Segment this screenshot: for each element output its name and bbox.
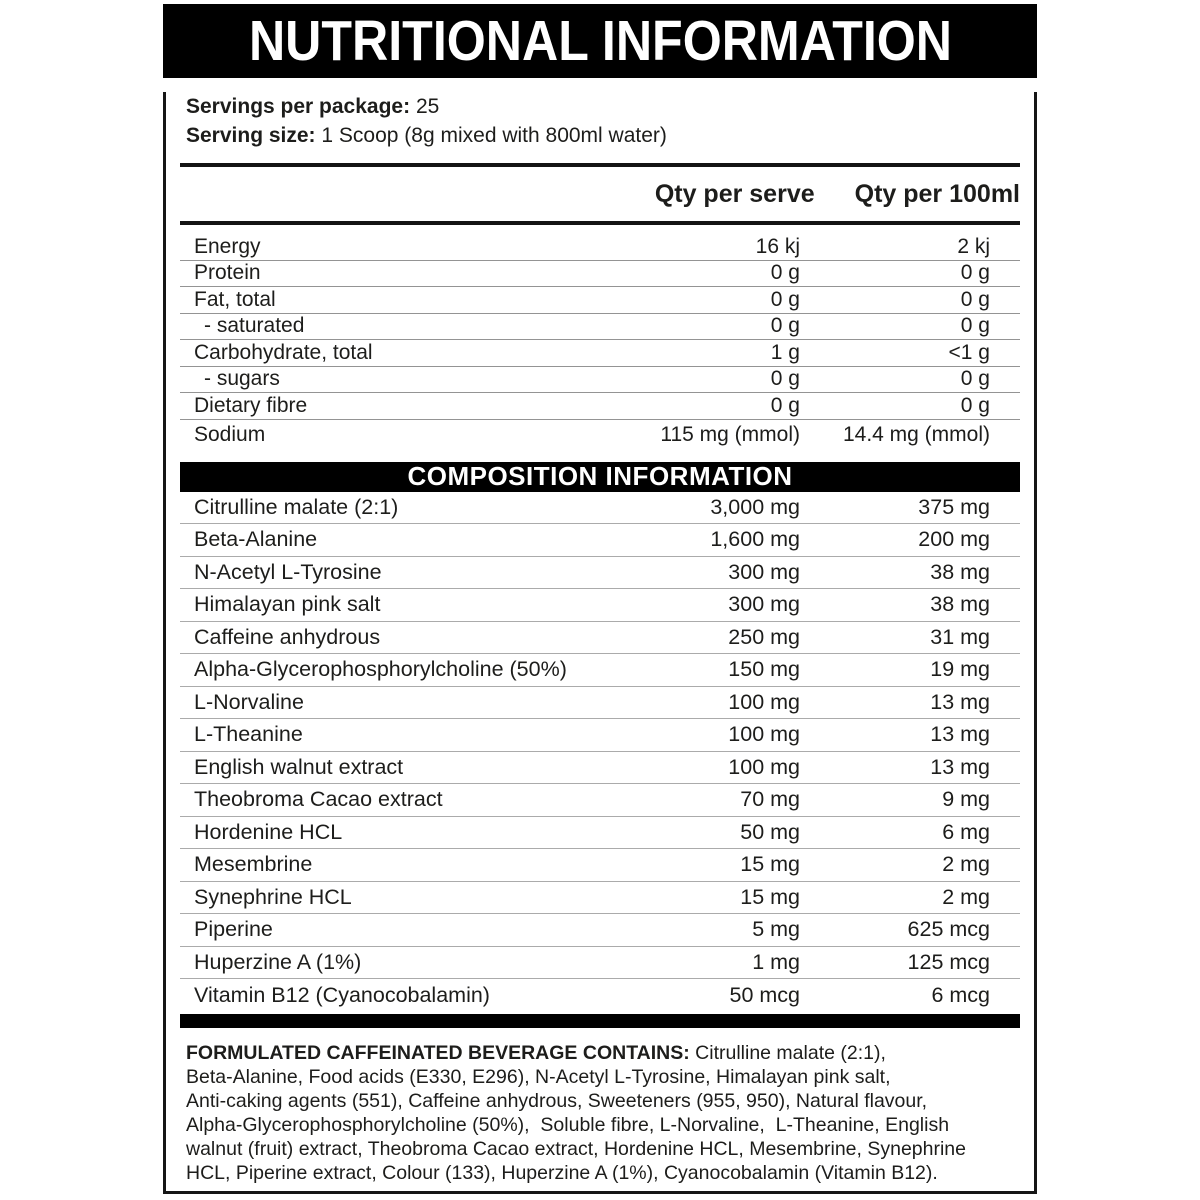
row-label: Carbohydrate, total — [194, 340, 373, 364]
row-label: English walnut extract — [194, 754, 404, 779]
row-label: Piperine — [194, 917, 273, 942]
row-qty-serve: 300 mg — [728, 559, 800, 584]
row-qty-100ml: 9 mg — [942, 787, 990, 812]
table-row — [180, 420, 1020, 451]
row-label: Huperzine A (1%) — [194, 949, 362, 974]
row-qty-100ml: <1 g — [948, 340, 990, 364]
table-row — [180, 557, 1020, 590]
table-row — [180, 314, 1020, 341]
row-qty-100ml: 0 g — [960, 314, 990, 338]
thick-separator-bar — [180, 1014, 1020, 1028]
row-label: Sodium — [194, 423, 266, 446]
row-qty-100ml: 6 mcg — [931, 982, 990, 1007]
row-label: Hordenine HCL — [194, 819, 343, 844]
row-label: - sugars — [204, 367, 280, 391]
row-label: Energy — [194, 234, 261, 258]
table-row — [180, 947, 1020, 980]
column-headers — [180, 167, 1020, 221]
table-row — [180, 882, 1020, 915]
table-row — [180, 492, 1020, 525]
row-label: Vitamin B12 (Cyanocobalamin) — [194, 982, 490, 1007]
row-qty-serve: 50 mg — [740, 819, 800, 844]
ingredients-line: Beta-Alanine, Food acids (E330, E296), N-Acetyl L-Tyrosine, Himalayan pink salt, — [186, 1065, 891, 1088]
row-qty-serve: 100 mg — [728, 722, 800, 747]
table-row — [180, 719, 1020, 752]
column-header-qty-100ml: Qty per 100ml — [854, 179, 1020, 208]
row-qty-100ml: 38 mg — [930, 559, 990, 584]
row-label: Protein — [194, 261, 261, 285]
row-label: Theobroma Cacao extract — [194, 787, 443, 812]
serving-size-value: 1 Scoop (8g mixed with 800ml water) — [321, 124, 667, 147]
row-qty-100ml: 19 mg — [930, 657, 990, 682]
ingredients-line: walnut (fruit) extract, Theobroma Cacao extract, Hordenine HCL, Mesembrine, Synephrine — [186, 1137, 966, 1160]
row-qty-100ml: 125 mcg — [907, 949, 990, 974]
nutrition-label — [163, 4, 1037, 1194]
serving-size-label: Serving size: — [186, 124, 316, 147]
table-row — [180, 367, 1020, 394]
row-qty-serve: 15 mg — [740, 852, 800, 877]
row-qty-serve: 16 kj — [755, 234, 800, 258]
table-row — [180, 654, 1020, 687]
row-qty-serve: 15 mg — [740, 884, 800, 909]
row-label: Beta-Alanine — [194, 527, 318, 552]
row-label: - saturated — [204, 314, 305, 338]
row-qty-serve: 250 mg — [728, 624, 800, 649]
serving-size — [186, 121, 1020, 150]
servings-per-package-label: Servings per package: — [186, 95, 411, 118]
column-header-qty-serve: Qty per serve — [654, 179, 815, 208]
row-qty-serve: 0 g — [770, 287, 800, 311]
composition-table-body — [180, 492, 1020, 1012]
servings-per-package-value: 25 — [415, 95, 440, 118]
table-row — [180, 622, 1020, 655]
row-qty-100ml: 0 g — [960, 261, 990, 285]
row-label: Citrulline malate (2:1) — [194, 494, 399, 519]
row-qty-serve: 0 g — [770, 393, 800, 417]
row-qty-100ml: 0 g — [960, 367, 990, 391]
row-qty-serve: 300 mg — [728, 592, 800, 617]
row-label: Caffeine anhydrous — [194, 624, 381, 649]
row-qty-100ml: 13 mg — [930, 689, 990, 714]
row-qty-100ml: 200 mg — [918, 527, 990, 552]
row-qty-serve: 70 mg — [740, 787, 800, 812]
ingredients-lead: FORMULATED CAFFEINATED BEVERAGE CONTAINS: — [186, 1041, 696, 1064]
composition-header-bar — [180, 462, 1020, 492]
row-qty-serve: 100 mg — [728, 754, 800, 779]
row-label: L-Theanine — [194, 722, 303, 747]
row-qty-serve: 50 mcg — [729, 982, 800, 1007]
row-label: N-Acetyl L-Tyrosine — [194, 559, 382, 584]
row-label: Dietary fibre — [194, 393, 308, 417]
row-qty-serve: 150 mg — [728, 657, 800, 682]
row-qty-100ml: 13 mg — [930, 722, 990, 747]
row-qty-serve: 0 g — [770, 261, 800, 285]
ingredients-line: Alpha-Glycerophosphorylcholine (50%), Soluble fibre, L-Norvaline, L-Theanine, English — [186, 1113, 950, 1136]
ingredients-line: Anti-caking agents (551), Caffeine anhydrous, Sweeteners (955, 950), Natural flavour, — [186, 1089, 928, 1112]
table-row — [180, 287, 1020, 314]
row-qty-serve: 100 mg — [728, 689, 800, 714]
table-row — [180, 752, 1020, 785]
table-row — [180, 393, 1020, 420]
label-content — [163, 92, 1037, 1194]
row-label: Alpha-Glycerophosphorylcholine (50%) — [194, 657, 567, 682]
row-label: Mesembrine — [194, 852, 313, 877]
row-qty-serve: 3,000 mg — [710, 494, 800, 519]
row-qty-serve: 5 mg — [752, 917, 800, 942]
row-qty-100ml: 2 kj — [957, 234, 990, 258]
row-label: Synephrine HCL — [194, 884, 352, 909]
servings-per-package — [186, 92, 1020, 121]
row-label: Himalayan pink salt — [194, 592, 381, 617]
row-qty-serve: 1 mg — [752, 949, 800, 974]
row-qty-serve: 115 mg (mmol) — [660, 423, 800, 446]
table-row — [180, 687, 1020, 720]
table-row — [180, 524, 1020, 557]
row-qty-100ml: 375 mg — [918, 494, 990, 519]
table-row — [180, 234, 1020, 261]
label-title: NUTRITIONAL INFORMATION — [248, 9, 952, 73]
row-qty-100ml: 2 mg — [942, 884, 990, 909]
ingredients-text — [186, 1041, 996, 1185]
row-qty-100ml: 31 mg — [930, 624, 990, 649]
table-row — [180, 784, 1020, 817]
table-row — [180, 914, 1020, 947]
row-qty-100ml: 38 mg — [930, 592, 990, 617]
nutrition-table-body — [180, 225, 1020, 451]
composition-header-title: COMPOSITION INFORMATION — [407, 461, 793, 491]
row-qty-100ml: 6 mg — [942, 819, 990, 844]
row-qty-100ml: 2 mg — [942, 852, 990, 877]
row-qty-100ml: 13 mg — [930, 754, 990, 779]
row-qty-serve: 1,600 mg — [710, 527, 800, 552]
ingredients-line: HCL, Piperine extract, Colour (133), Huperzine A (1%), Cyanocobalamin (Vitamin B12). — [186, 1161, 938, 1184]
row-qty-serve: 0 g — [770, 314, 800, 338]
ingredients-line: FORMULATED CAFFEINATED BEVERAGE CONTAINS: Citrulline malate (2:1), — [186, 1041, 886, 1064]
row-qty-100ml: 0 g — [960, 393, 990, 417]
table-row — [180, 261, 1020, 288]
row-qty-serve: 0 g — [770, 367, 800, 391]
row-qty-100ml: 625 mcg — [907, 917, 990, 942]
serving-info — [186, 92, 1020, 150]
table-row — [180, 849, 1020, 882]
row-label: Fat, total — [194, 287, 276, 311]
row-qty-serve: 1 g — [770, 340, 800, 364]
table-row — [180, 817, 1020, 850]
row-qty-100ml: 0 g — [960, 287, 990, 311]
title-bar — [163, 4, 1037, 78]
row-label: L-Norvaline — [194, 689, 304, 714]
table-row — [180, 979, 1020, 1012]
table-row — [180, 340, 1020, 367]
row-qty-100ml: 14.4 mg (mmol) — [842, 423, 990, 446]
table-row — [180, 589, 1020, 622]
